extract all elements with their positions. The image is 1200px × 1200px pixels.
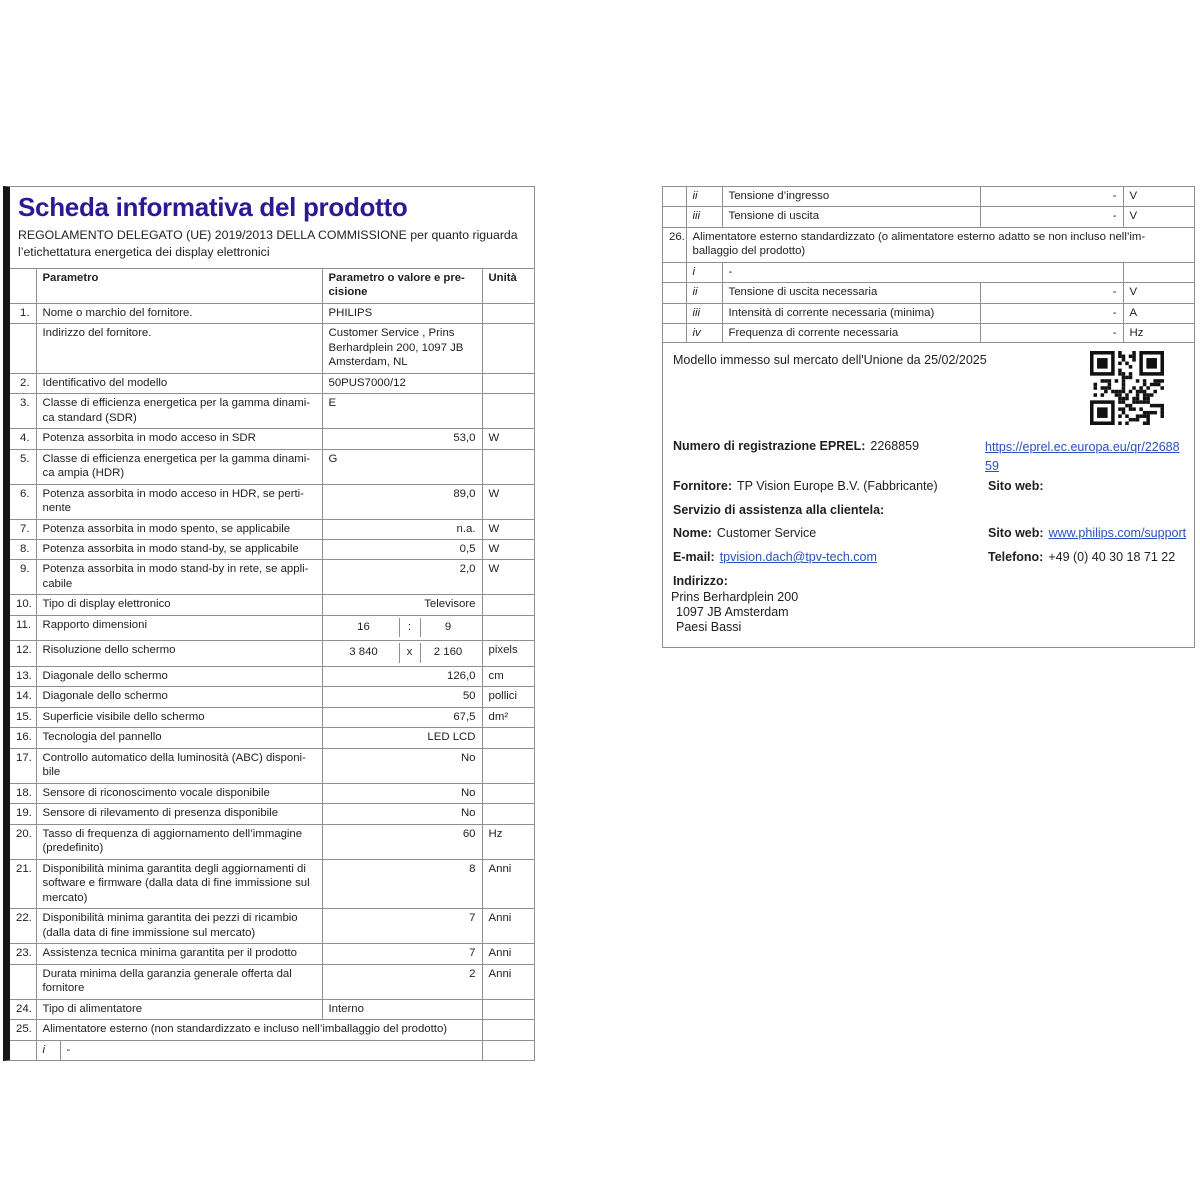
table-row	[663, 187, 1194, 207]
parameter-cell: Tensione di uscita necessaria	[722, 283, 980, 303]
row-number-cell: 11.	[10, 615, 36, 640]
table-row	[663, 283, 1194, 303]
value-cell: Televisore	[322, 595, 482, 615]
value-cell: Interno	[322, 999, 482, 1019]
row-number-cell: 12.	[10, 641, 36, 666]
parameter-cell: Tensione d’ingresso	[722, 187, 980, 207]
table-row	[10, 615, 534, 640]
value-cell: 7	[322, 909, 482, 944]
phone-value: +49 (0) 40 30 18 71 22	[1048, 550, 1176, 564]
value-cell: 60	[322, 824, 482, 859]
website-line-1	[988, 479, 1049, 494]
table-row	[663, 324, 1194, 344]
value-cell: Customer Service , Prins Berhardplein 200, 1097 JB Amsterdam, NL	[322, 324, 482, 373]
sub-index-cell: iii	[686, 303, 722, 323]
table-row	[10, 373, 534, 393]
right-panel-table	[662, 186, 1195, 345]
row-number-cell: 19.	[10, 804, 36, 824]
row-number-cell	[663, 207, 686, 227]
parameter-cell: Nome o marchio del fornitore.	[36, 303, 322, 323]
unit-cell: cm	[482, 666, 534, 686]
address-line: Prins Berhardplein 200	[671, 590, 799, 604]
table-row	[10, 707, 534, 727]
parameter-cell: Potenza assorbita in modo spento, se applicabile	[36, 519, 322, 539]
market-info-box	[662, 342, 1195, 648]
product-parameters-table-right	[663, 187, 1194, 344]
value-part: 3 840	[349, 646, 378, 659]
col-header-valore: Parametro o valore e pre-cisione	[322, 269, 482, 303]
parameter-cell: Potenza assorbita in modo acceso in HDR, se perti-nente	[36, 484, 322, 519]
phone-line	[988, 550, 1175, 565]
value-cell: 50PUS7000/12	[322, 373, 482, 393]
value-cell: No	[322, 748, 482, 783]
parameter-cell: Tecnologia del pannello	[36, 728, 322, 748]
row-number-cell: 10.	[10, 595, 36, 615]
parameter-cell: Diagonale dello schermo	[36, 687, 322, 707]
row-number-cell: 6.	[10, 484, 36, 519]
table-row	[663, 303, 1194, 323]
row-number-cell: 7.	[10, 519, 36, 539]
support-email-link[interactable]: tpvision.dach@tpv-tech.com	[719, 550, 877, 564]
value-cell: 126,0	[322, 666, 482, 686]
unit-cell	[482, 804, 534, 824]
table-row	[10, 641, 534, 666]
parameter-cell: Classe di efficienza energetica per la gamma dinami-ca standard (SDR)	[36, 394, 322, 429]
row-number-cell: 14.	[10, 687, 36, 707]
phone-label: Telefono:	[988, 550, 1044, 564]
row-number-cell	[663, 187, 686, 207]
unit-cell: Hz	[1123, 324, 1194, 344]
unit-cell	[482, 324, 534, 373]
regulation-subtitle: REGOLAMENTO DELEGATO (UE) 2019/2013 DELLA COMMISSIONE per quanto riguarda l’etichettatura energetica dei display elettronici	[18, 228, 518, 259]
table-row	[10, 449, 534, 484]
unit-cell	[482, 1020, 534, 1040]
table-row	[10, 859, 534, 908]
value-part: 9	[444, 620, 452, 633]
parameter-cell: Alimentatore esterno (non standardizzato e incluso nell’imballaggio del prodotto)	[36, 1020, 482, 1040]
row-number-cell	[10, 964, 36, 999]
supplier-line	[673, 479, 938, 494]
sub-index-cell: ii	[686, 283, 722, 303]
unit-cell	[1123, 262, 1194, 282]
unit-cell: Anni	[482, 909, 534, 944]
philips-support-link[interactable]: www.philips.com/support	[1048, 526, 1187, 540]
parameter-cell: Durata minima della garanzia generale offerta dal fornitore	[36, 964, 322, 999]
email-label: E-mail:	[673, 550, 715, 564]
table-row	[10, 999, 534, 1019]
parameter-cell: Tipo di alimentatore	[36, 999, 322, 1019]
row-number-cell: 16.	[10, 728, 36, 748]
table-row	[10, 595, 534, 615]
table-row	[663, 227, 1194, 262]
parameter-cell: Risoluzione dello schermo	[36, 641, 322, 666]
unit-cell: W	[482, 540, 534, 560]
row-number-cell	[663, 303, 686, 323]
page-title: Scheda informativa del prodotto	[18, 192, 408, 222]
row-number-cell: 25.	[10, 1020, 36, 1040]
row-number-cell: 3.	[10, 394, 36, 429]
value-part: x	[399, 643, 421, 662]
name-label: Nome:	[673, 526, 712, 540]
table-row	[10, 324, 534, 373]
service-name-line	[673, 526, 816, 541]
table-row	[10, 783, 534, 803]
table-row	[10, 944, 534, 964]
parameter-cell: Alimentatore esterno standardizzato (o alimentatore esterno adatto se non incluso nell’im-ballaggio del prodotto)	[686, 227, 1194, 262]
table-row	[10, 429, 534, 449]
left-panel	[3, 186, 535, 1061]
row-number-cell	[663, 324, 686, 344]
row-number-cell: 24.	[10, 999, 36, 1019]
value-cell: 89,0	[322, 484, 482, 519]
table-row	[663, 207, 1194, 227]
email-line	[673, 550, 877, 565]
parameter-cell: Tensione di uscita	[722, 207, 980, 227]
table-row	[10, 484, 534, 519]
value-cell	[322, 615, 482, 640]
table-row	[10, 560, 534, 595]
unit-cell: W	[482, 484, 534, 519]
unit-cell	[482, 303, 534, 323]
unit-cell	[482, 595, 534, 615]
parameter-cell: Frequenza di corrente necessaria	[722, 324, 980, 344]
website-line-2	[988, 526, 1186, 541]
value-cell: 67,5	[322, 707, 482, 727]
table-row	[663, 262, 1194, 282]
parameter-cell: Disponibilità minima garantita dei pezzi di ricambio (dalla data di fine immissione sul mercato)	[36, 909, 322, 944]
value-cell: 50	[322, 687, 482, 707]
row-number-cell: 26.	[663, 227, 686, 262]
row-number-cell	[663, 283, 686, 303]
value-part: 16	[357, 620, 370, 633]
website-label-1: Sito web:	[988, 479, 1044, 493]
parameter-cell: Tipo di display elettronico	[36, 595, 322, 615]
parameter-cell: Diagonale dello schermo	[36, 666, 322, 686]
value-cell: -	[980, 283, 1123, 303]
parameter-cell: Potenza assorbita in modo stand-by, se applicabile	[36, 540, 322, 560]
value-cell: -	[722, 262, 1123, 282]
value-cell: 2	[322, 964, 482, 999]
parameter-cell: Sensore di rilevamento di presenza disponibile	[36, 804, 322, 824]
unit-cell	[482, 1040, 534, 1060]
table-header-row	[10, 269, 534, 303]
table-row	[10, 666, 534, 686]
row-number-cell: 1.	[10, 303, 36, 323]
customer-service-heading: Servizio di assistenza alla clientela:	[673, 503, 885, 517]
eprel-qr-link[interactable]: https://eprel.ec.europa.eu/qr/2268859	[985, 440, 1180, 474]
table-row	[10, 1040, 534, 1060]
unit-cell: V	[1123, 187, 1194, 207]
eprel-link-line	[985, 438, 1185, 477]
table-row	[10, 824, 534, 859]
unit-cell	[482, 728, 534, 748]
unit-cell: dm²	[482, 707, 534, 727]
unit-cell	[482, 999, 534, 1019]
row-number-cell: 8.	[10, 540, 36, 560]
table-row	[10, 519, 534, 539]
qr-code	[1090, 351, 1164, 425]
unit-cell	[482, 373, 534, 393]
row-number-cell: 21.	[10, 859, 36, 908]
value-cell: 0,5	[322, 540, 482, 560]
table-row	[10, 687, 534, 707]
eprel-registration-line	[673, 439, 919, 454]
value-cell: G	[322, 449, 482, 484]
parameter-cell: Assistenza tecnica minima garantita per il prodotto	[36, 944, 322, 964]
table-row	[10, 728, 534, 748]
col-header-parametro: Parametro	[36, 269, 322, 303]
table-row	[10, 1020, 534, 1040]
unit-cell: Anni	[482, 964, 534, 999]
parameter-cell: Sensore di riconoscimento vocale disponibile	[36, 783, 322, 803]
sub-index-cell: i	[686, 262, 722, 282]
value-cell: -	[60, 1040, 482, 1060]
parameter-cell: Potenza assorbita in modo acceso in SDR	[36, 429, 322, 449]
eprel-label: Numero di registrazione EPREL:	[673, 439, 866, 453]
address-line: 1097 JB Amsterdam	[676, 605, 789, 619]
unit-cell: Anni	[482, 859, 534, 908]
unit-cell: V	[1123, 207, 1194, 227]
sub-index-cell: iv	[686, 324, 722, 344]
unit-cell	[482, 449, 534, 484]
unit-cell	[482, 615, 534, 640]
row-number-cell: 5.	[10, 449, 36, 484]
unit-cell: W	[482, 560, 534, 595]
parameter-cell: Potenza assorbita in modo stand-by in rete, se appli-cabile	[36, 560, 322, 595]
unit-cell: Anni	[482, 944, 534, 964]
parameter-cell: Controllo automatico della luminosità (ABC) disponi-bile	[36, 748, 322, 783]
value-cell: No	[322, 804, 482, 824]
value-cell: 2,0	[322, 560, 482, 595]
value-part: :	[399, 618, 421, 637]
table-row	[10, 303, 534, 323]
table-row	[10, 909, 534, 944]
row-number-cell: 20.	[10, 824, 36, 859]
value-cell: n.a.	[322, 519, 482, 539]
row-number-cell: 18.	[10, 783, 36, 803]
value-cell: LED LCD	[322, 728, 482, 748]
row-number-cell	[663, 262, 686, 282]
unit-cell: A	[1123, 303, 1194, 323]
row-number-cell	[10, 1040, 36, 1060]
parameter-cell: Tasso di frequenza di aggiornamento dell’immagine (predefinito)	[36, 824, 322, 859]
value-cell: 53,0	[322, 429, 482, 449]
value-part: 2 160	[433, 646, 463, 659]
unit-cell	[482, 394, 534, 429]
table-row	[10, 964, 534, 999]
parameter-cell: Rapporto dimensioni	[36, 615, 322, 640]
unit-cell: V	[1123, 283, 1194, 303]
row-number-cell: 4.	[10, 429, 36, 449]
unit-cell: W	[482, 429, 534, 449]
unit-cell	[482, 748, 534, 783]
value-cell	[322, 641, 482, 666]
unit-cell: pollici	[482, 687, 534, 707]
parameter-cell: Indirizzo del fornitore.	[36, 324, 322, 373]
value-cell: -	[980, 187, 1123, 207]
row-number-cell: 9.	[10, 560, 36, 595]
col-header-unita: Unità	[482, 269, 534, 303]
market-date-line: Modello immesso sul mercato dell'Unione da 25/02/2025	[673, 353, 987, 367]
parameter-cell: Classe di efficienza energetica per la gamma dinami-ca ampia (HDR)	[36, 449, 322, 484]
row-number-cell: 22.	[10, 909, 36, 944]
row-number-cell: 17.	[10, 748, 36, 783]
parameter-cell: Identificativo del modello	[36, 373, 322, 393]
table-row	[10, 804, 534, 824]
website-label-2: Sito web:	[988, 526, 1044, 540]
address-heading: Indirizzo:	[673, 574, 728, 588]
value-cell: No	[322, 783, 482, 803]
table-row	[10, 540, 534, 560]
value-cell: 8	[322, 859, 482, 908]
value-cell: -	[980, 324, 1123, 344]
table-row	[10, 394, 534, 429]
address-line: Paesi Bassi	[676, 620, 742, 634]
product-parameters-table-left	[10, 269, 534, 1060]
value-cell: E	[322, 394, 482, 429]
row-number-cell	[10, 269, 36, 303]
supplier-label: Fornitore:	[673, 479, 733, 493]
parameter-cell: Disponibilità minima garantita degli aggiornamenti di software e firmware (dalla data di fine immissione sul mercato)	[36, 859, 322, 908]
name-value: Customer Service	[716, 526, 817, 540]
value-cell: -	[980, 207, 1123, 227]
row-number-cell: 23.	[10, 944, 36, 964]
row-number-cell: 15.	[10, 707, 36, 727]
unit-cell: W	[482, 519, 534, 539]
unit-cell	[482, 783, 534, 803]
title-block	[10, 187, 534, 269]
value-cell: 7	[322, 944, 482, 964]
sub-index-cell: i	[36, 1040, 60, 1060]
row-number-cell: 2.	[10, 373, 36, 393]
sub-index-cell: ii	[686, 187, 722, 207]
unit-cell: pixels	[482, 641, 534, 666]
value-cell: PHILIPS	[322, 303, 482, 323]
supplier-value: TP Vision Europe B.V. (Fabbricante)	[737, 479, 938, 493]
row-number-cell: 13.	[10, 666, 36, 686]
row-number-cell	[10, 324, 36, 373]
parameter-cell: Intensità di corrente necessaria (minima)	[722, 303, 980, 323]
eprel-number: 2268859	[870, 439, 920, 453]
table-row	[10, 748, 534, 783]
unit-cell: Hz	[482, 824, 534, 859]
parameter-cell: Superficie visibile dello schermo	[36, 707, 322, 727]
sub-index-cell: iii	[686, 207, 722, 227]
value-cell: -	[980, 303, 1123, 323]
